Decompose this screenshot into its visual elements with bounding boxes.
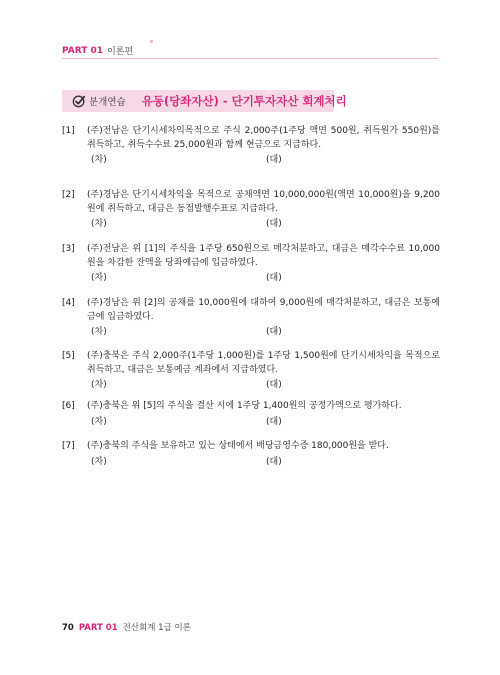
problem-text: (주)충북의 주식을 보유하고 있는 상태에서 배당금영수증 180,000원을 받다.	[87, 441, 389, 451]
problem-number: [7]	[62, 441, 75, 451]
credit-label: (대)	[266, 327, 282, 337]
page-number: 70	[62, 623, 74, 633]
problem-number: [5]	[62, 351, 75, 361]
answer-row	[87, 456, 440, 468]
problem-text: (주)경남은 위 [2]의 공채를 10,000원에 대하여 9,000원에 매각처분하고, 대금은 보통예금에 입금하였다.	[87, 298, 440, 322]
problem-item	[62, 189, 440, 243]
problem-item	[62, 243, 440, 297]
section-badge-label: 분개연습	[89, 97, 126, 108]
header-subtitle: 이론편	[107, 47, 134, 57]
answer-row	[87, 154, 440, 166]
problem-text: (주)전남은 위 [1]의 주식을 1주당 650원으로 매각처분하고, 대금은 매각수수료 10,000원을 차감한 잔액을 당좌예금에 입금하였다.	[87, 244, 440, 268]
answer-row	[87, 416, 440, 428]
problem-number: [6]	[62, 401, 75, 411]
problem-text: (주)충북은 주식 2,000주(1주당 1,000원)를 1주당 1,500원에 단기시세차익을 목적으로 취득하고, 대금은 보통예금 계좌에서 지급하였다.	[87, 351, 440, 375]
problem-item	[62, 350, 440, 400]
section-title: 유동(당좌자산) - 단기투자자산 회계처리	[141, 94, 347, 108]
problem-text: (주)전남은 단기시세차익목적으로 주식 2,000주(1주당 액면 500원, 취득원가 550원)를 취득하고, 취득수수료 25,000원과 함께 현금으로 지급하다.	[87, 126, 440, 150]
problem-number: [3]	[62, 244, 75, 254]
problem-number: [2]	[62, 190, 75, 200]
problem-text: (주)충북은 위 [5]의 주식을 결산 시에 1주당 1,400원의 공정가액으로 평가하다.	[87, 401, 402, 411]
footer-book-title: 전산회계 1급 이론	[122, 623, 191, 633]
answer-row	[87, 218, 440, 230]
problem-item	[62, 440, 440, 480]
footer-part: PART 01	[78, 623, 118, 633]
credit-label: (대)	[266, 456, 282, 467]
debit-label: (차)	[91, 327, 107, 337]
debit-label: (차)	[91, 155, 107, 165]
answer-row	[87, 272, 440, 284]
credit-label: (대)	[266, 155, 282, 165]
debit-label: (차)	[91, 273, 107, 283]
problem-number: [1]	[62, 126, 75, 136]
header-part: PART 01	[62, 45, 104, 56]
section-title-bar	[62, 90, 347, 112]
header-divider	[62, 58, 438, 59]
credit-label: (대)	[266, 380, 282, 390]
section-badge	[62, 94, 132, 108]
credit-label: (대)	[266, 219, 282, 229]
problem-list	[62, 125, 440, 480]
check-circle-icon	[72, 94, 86, 108]
problem-item	[62, 400, 440, 440]
debit-label: (차)	[91, 380, 107, 390]
debit-label: (차)	[91, 456, 107, 467]
problem-item	[62, 125, 440, 189]
problem-text: (주)경남은 단기시세차익을 목적으로 공채액면 10,000,000원(액면 10,000원)을 9,200원에 취득하고, 대금은 동점발행수표로 지급하다.	[87, 190, 440, 214]
page-header	[62, 44, 133, 57]
credit-label: (대)	[266, 416, 282, 427]
credit-label: (대)	[266, 273, 282, 283]
answer-row	[87, 379, 440, 391]
problem-item	[62, 297, 440, 350]
answer-row	[87, 326, 440, 338]
debit-label: (차)	[91, 219, 107, 229]
problem-number: [4]	[62, 298, 75, 308]
debit-label: (차)	[91, 416, 107, 427]
page-footer	[62, 621, 191, 633]
header-decoration	[150, 40, 153, 43]
